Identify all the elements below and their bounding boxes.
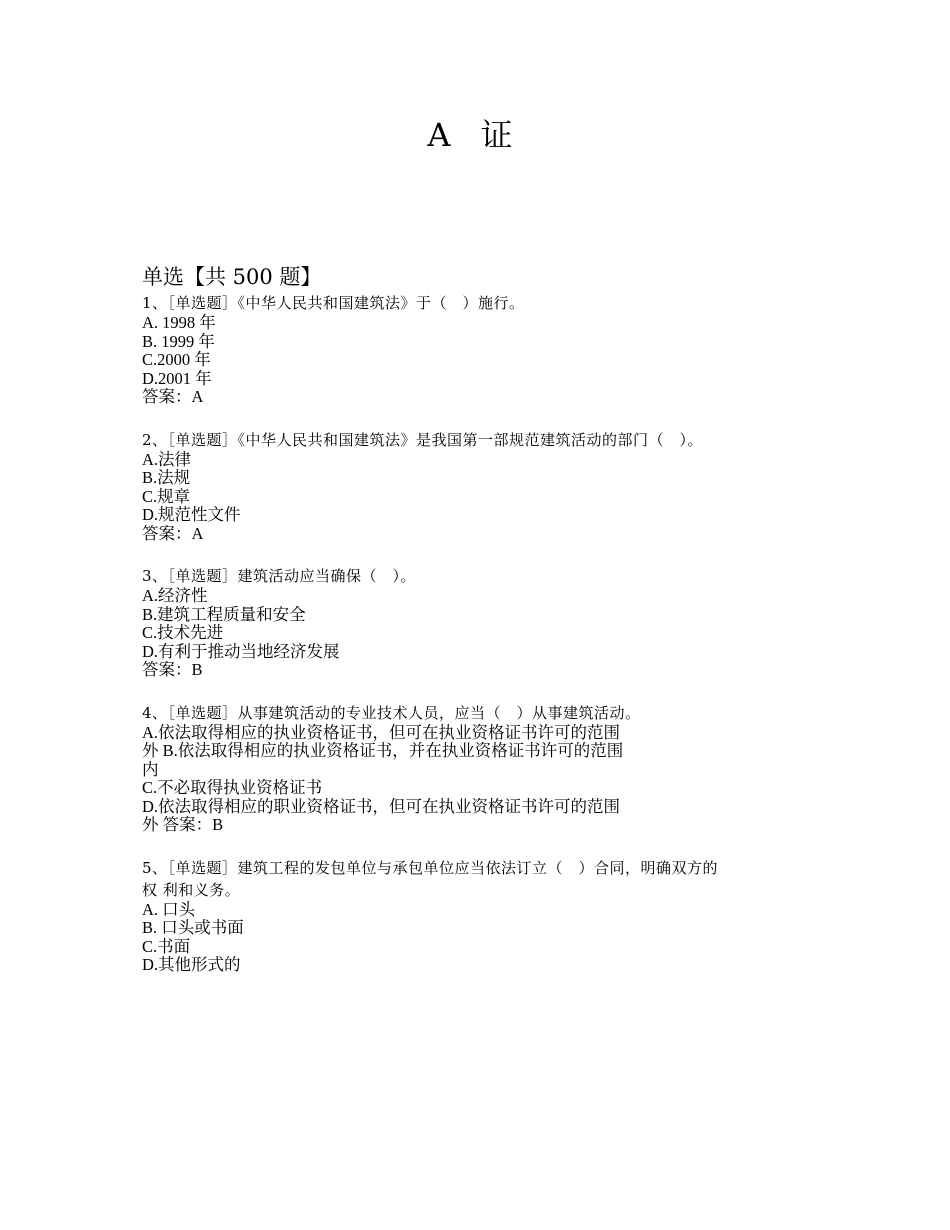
option-a: A. 口头 bbox=[142, 899, 196, 919]
question-4 bbox=[142, 702, 807, 835]
option-d: D.规范性文件 bbox=[142, 505, 241, 524]
option-a: A. 1998 年 bbox=[142, 313, 216, 332]
option-d: D.2001 年 bbox=[142, 368, 212, 388]
option-c: C.2000 年 bbox=[142, 350, 211, 369]
option-c: C.规章 bbox=[142, 486, 191, 506]
option-line: 外 答案：B bbox=[142, 815, 224, 834]
option-line: 外 B.依法取得相应的执业资格证书，并在执业资格证书许可的范围 bbox=[142, 741, 624, 760]
answer: 答案：B bbox=[142, 660, 203, 679]
option-line: A.依法取得相应的执业资格证书，但可在执业资格证书许可的范围 bbox=[142, 722, 621, 742]
option-d: D.其他形式的 bbox=[142, 955, 241, 974]
option-c: C.书面 bbox=[142, 936, 191, 956]
option-b: B. 口头或书面 bbox=[142, 918, 244, 937]
option-a: A.法律 bbox=[142, 449, 192, 469]
question-stem: 1、［单选题］《中华人民共和国建筑法》于（ ）施行。 bbox=[142, 294, 525, 312]
option-line: 内 bbox=[142, 759, 159, 779]
question-stem: 3、［单选题］建筑活动应当确保（ ）。 bbox=[142, 567, 417, 585]
question-5 bbox=[142, 857, 807, 975]
question-stem: 2、［单选题］《中华人民共和国建筑法》是我国第一部规范建筑活动的部门（ ）。 bbox=[142, 430, 704, 449]
option-b: B.法规 bbox=[142, 468, 191, 487]
answer: 答案：A bbox=[142, 387, 204, 406]
option-b: B.建筑工程质量和安全 bbox=[142, 604, 306, 624]
document-title: A 证 bbox=[427, 116, 523, 154]
question-3 bbox=[142, 565, 807, 680]
option-b: B. 1999 年 bbox=[142, 331, 215, 351]
option-a: A.经济性 bbox=[142, 586, 208, 605]
option-c: C.技术先进 bbox=[142, 623, 224, 642]
option-d: D.有利于推动当地经济发展 bbox=[142, 641, 340, 661]
option-line: D.依法取得相应的职业资格证书，但可在执业资格证书许可的范围 bbox=[142, 796, 621, 816]
document-body bbox=[142, 262, 807, 997]
section-heading: 单选【共 500 题】 bbox=[142, 265, 322, 289]
answer: 答案：A bbox=[142, 523, 204, 543]
option-line: C.不必取得执业资格证书 bbox=[142, 778, 323, 797]
question-1 bbox=[142, 292, 807, 407]
question-stem: 5、［单选题］建筑工程的发包单位与承包单位应当依法订立（ ）合同，明确双方的 权 利和义务。 bbox=[142, 858, 719, 899]
question-stem: 4、［单选题］从事建筑活动的专业技术人员，应当（ ）从事建筑活动。 bbox=[142, 703, 641, 722]
question-2 bbox=[142, 429, 807, 544]
